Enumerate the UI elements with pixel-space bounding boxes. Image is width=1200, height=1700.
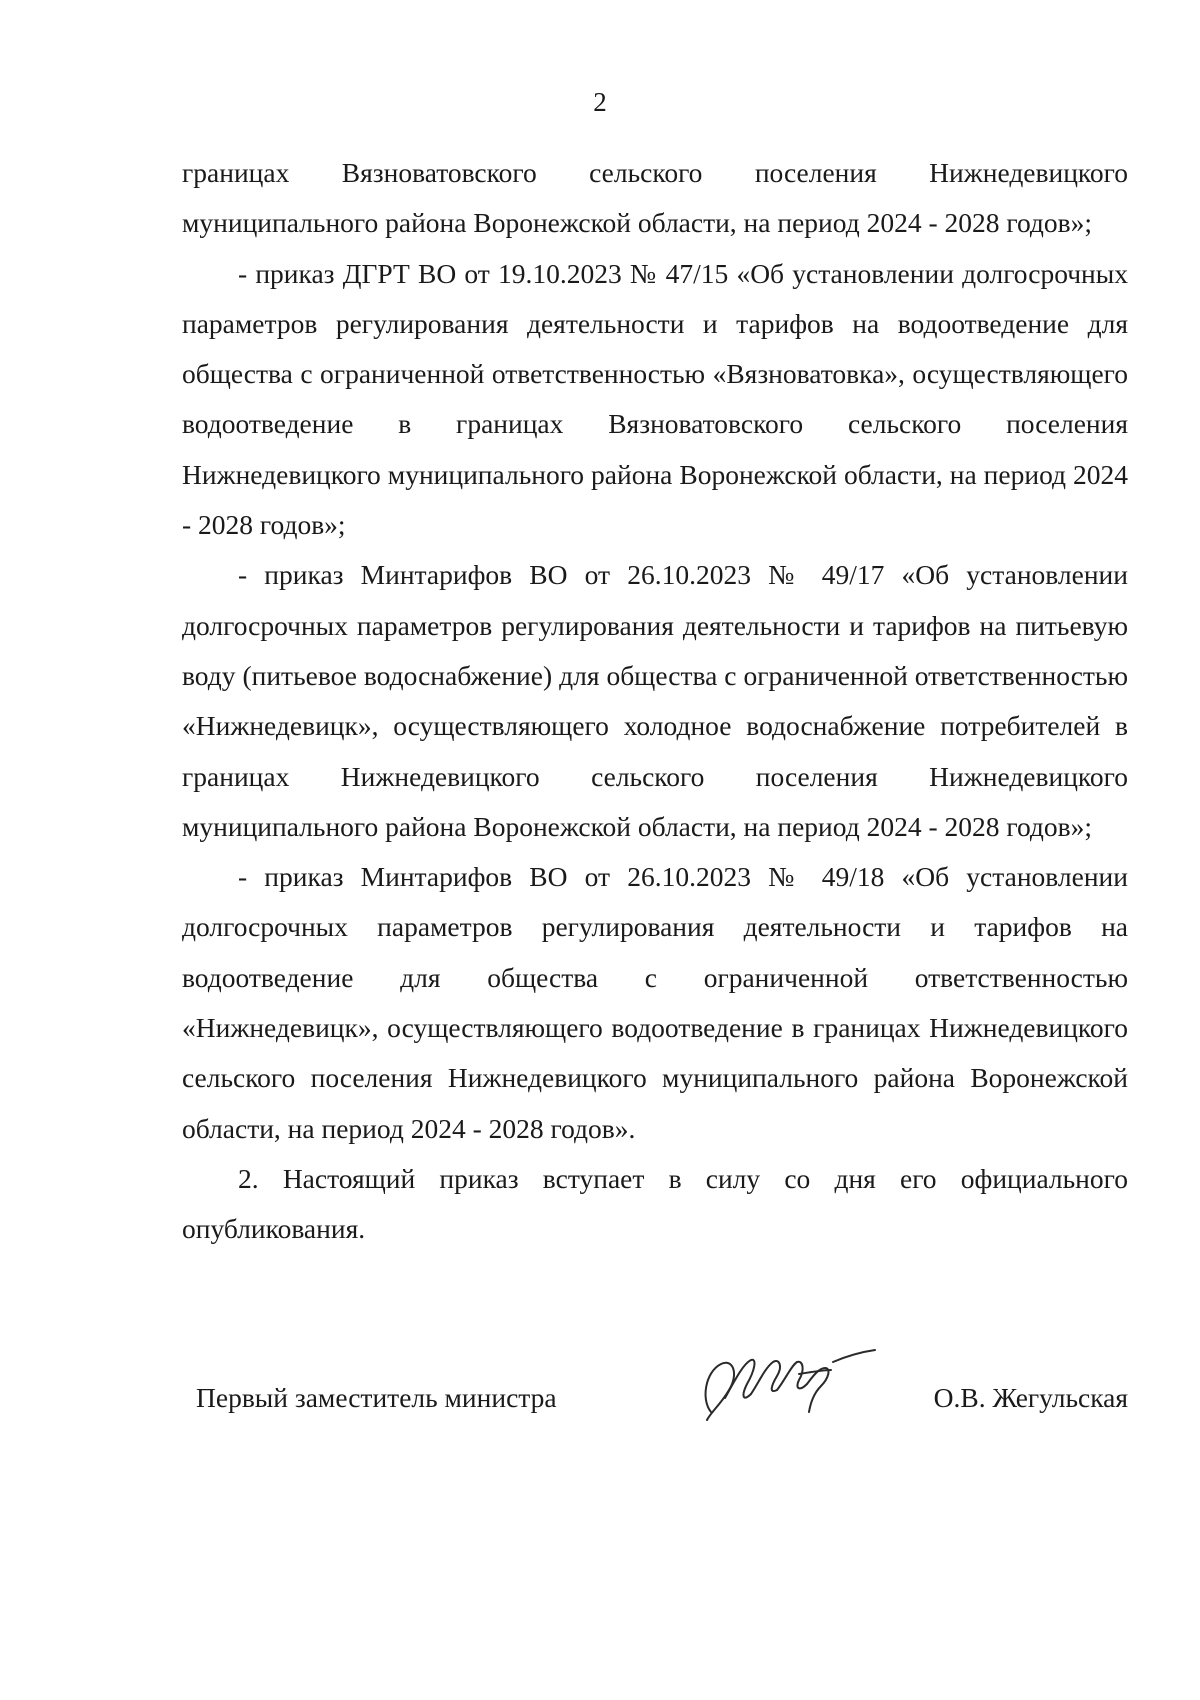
paragraph-order-47-15: - приказ ДГРТ ВО от 19.10.2023 № 47/15 «Об установлении долгосрочных параметров регулирования деятельности и тарифов на водоотведение для общества с ограниченной ответственностью «Вязноватовка», осуществляющего водоотведение в границах Вязноватовского сельского поселения Нижнедевицкого муниципального района Воронежской области, на период 2024 - 2028 годов»; xyxy=(182,257,1128,541)
signatory-position: Первый заместитель министра xyxy=(196,1382,557,1413)
paragraph-continuation: границах Вязноватовского сельского поселения Нижнедевицкого муниципального района Воронежской области, на период 2024 - 2028 годов»; xyxy=(182,157,1128,239)
signatory-name: О.В. Жегульская xyxy=(933,1382,1128,1413)
paragraph-order-49-18: - приказ Минтарифов ВО от 26.10.2023 № 49/18 «Об установлении долгосрочных параметров регулирования деятельности и тарифов на водоотведение для общества с ограниченной ответственностью «Нижнедевицк», осуществляющего водоотведение в границах Нижнедевицкого сельского поселения Нижнедевицкого муниципального района Воронежской области, на период 2024 - 2028 годов». xyxy=(182,861,1128,1144)
paragraph-order-49-17: - приказ Минтарифов ВО от 26.10.2023 № 49/17 «Об установлении долгосрочных параметров регулирования деятельности и тарифов на питьевую воду (питьевое водоснабжение) для общества с ограниченной ответственностью «Нижнедевицк», осуществляющего холодное водоснабжение потребителей в границах Нижнедевицкого сельского поселения Нижнедевицкого муниципального района Воронежской области, на период 2024 - 2028 годов»; xyxy=(182,559,1128,842)
page-number: 2 xyxy=(593,87,607,117)
handwritten-signature xyxy=(681,1340,881,1430)
document-body xyxy=(182,148,1128,1255)
paragraph-effective-date: 2. Настоящий приказ вступает в силу со дня его официального опубликования. xyxy=(182,1162,1128,1245)
signature-block xyxy=(196,1340,1128,1450)
